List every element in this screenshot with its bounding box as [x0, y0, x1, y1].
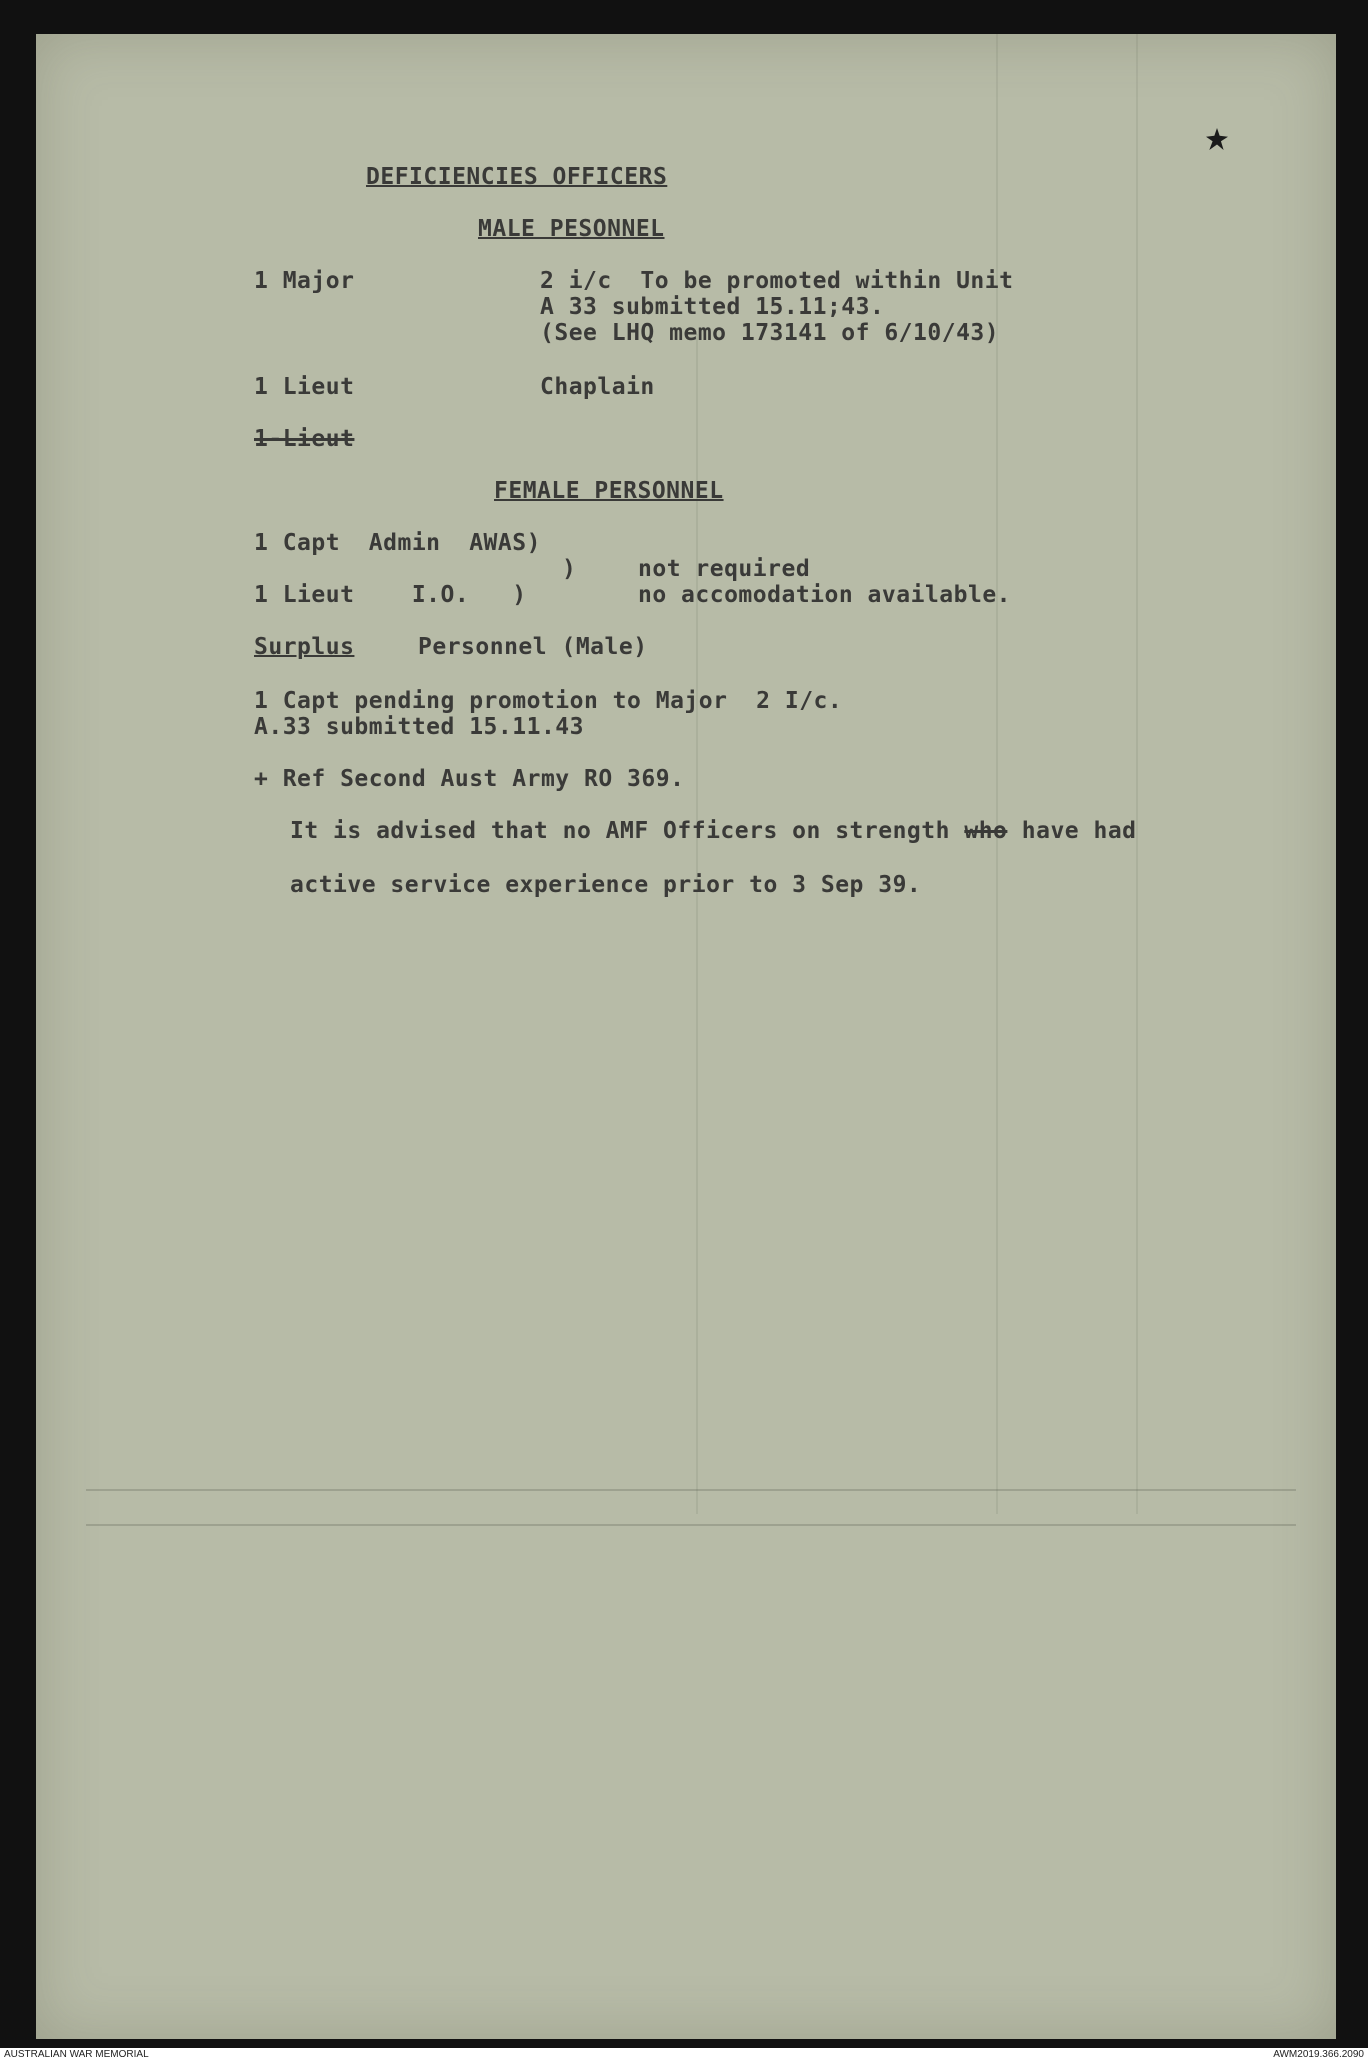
- lieut-role: Chaplain: [540, 374, 655, 400]
- document-title: DEFICIENCIES OFFICERS: [366, 164, 668, 190]
- show-through-line: [1136, 34, 1138, 1514]
- advice-text: It is advised that no AMF Officers on strength: [290, 818, 950, 844]
- advice-line-1: [290, 818, 1137, 844]
- advice-line-2: active service experience prior to 3 Sep 39.: [290, 872, 922, 898]
- surplus-line-1: 1 Capt pending promotion to Major 2 I/c.: [254, 688, 843, 714]
- major-role: 2 i/c To be promoted within Unit: [540, 268, 1014, 294]
- surplus-line-2: A.33 submitted 15.11.43: [254, 714, 584, 740]
- surplus-rest: Personnel (Male): [418, 634, 648, 660]
- major-rank: 1 Major: [254, 268, 355, 294]
- major-note-1: A 33 submitted 15.11;43.: [540, 294, 885, 320]
- footer-right: AWM2019.366.2090: [1273, 2049, 1364, 2060]
- female-not-required: not required: [638, 556, 811, 582]
- reference-line: + Ref Second Aust Army RO 369.: [254, 766, 685, 792]
- footer-left: AUSTRALIAN WAR MEMORIAL: [4, 2049, 149, 2060]
- document-page: [36, 34, 1336, 2039]
- ink-blot: [1206, 128, 1228, 150]
- show-through-line: [696, 334, 698, 1514]
- surplus-label: Surplus: [254, 634, 355, 660]
- female-lieut: 1 Lieut I.O. ): [254, 582, 527, 608]
- female-heading: FEMALE PERSONNEL: [494, 478, 724, 504]
- fold-crease: [86, 1524, 1296, 1526]
- female-no-accom: no accomodation available.: [638, 582, 1012, 608]
- struck-lieut: 1-Lieut: [254, 426, 355, 452]
- male-heading: MALE PESONNEL: [478, 216, 665, 242]
- advice-text-end: have had: [1021, 818, 1137, 844]
- fold-crease: [86, 1489, 1296, 1491]
- major-note-2: (See LHQ memo 173141 of 6/10/43): [540, 320, 1000, 346]
- female-bracket: ): [562, 556, 577, 582]
- lieut-rank: 1 Lieut: [254, 374, 355, 400]
- show-through-line: [996, 34, 998, 1514]
- advice-struck-word: who: [964, 818, 1008, 844]
- female-capt: 1 Capt Admin AWAS): [254, 530, 541, 556]
